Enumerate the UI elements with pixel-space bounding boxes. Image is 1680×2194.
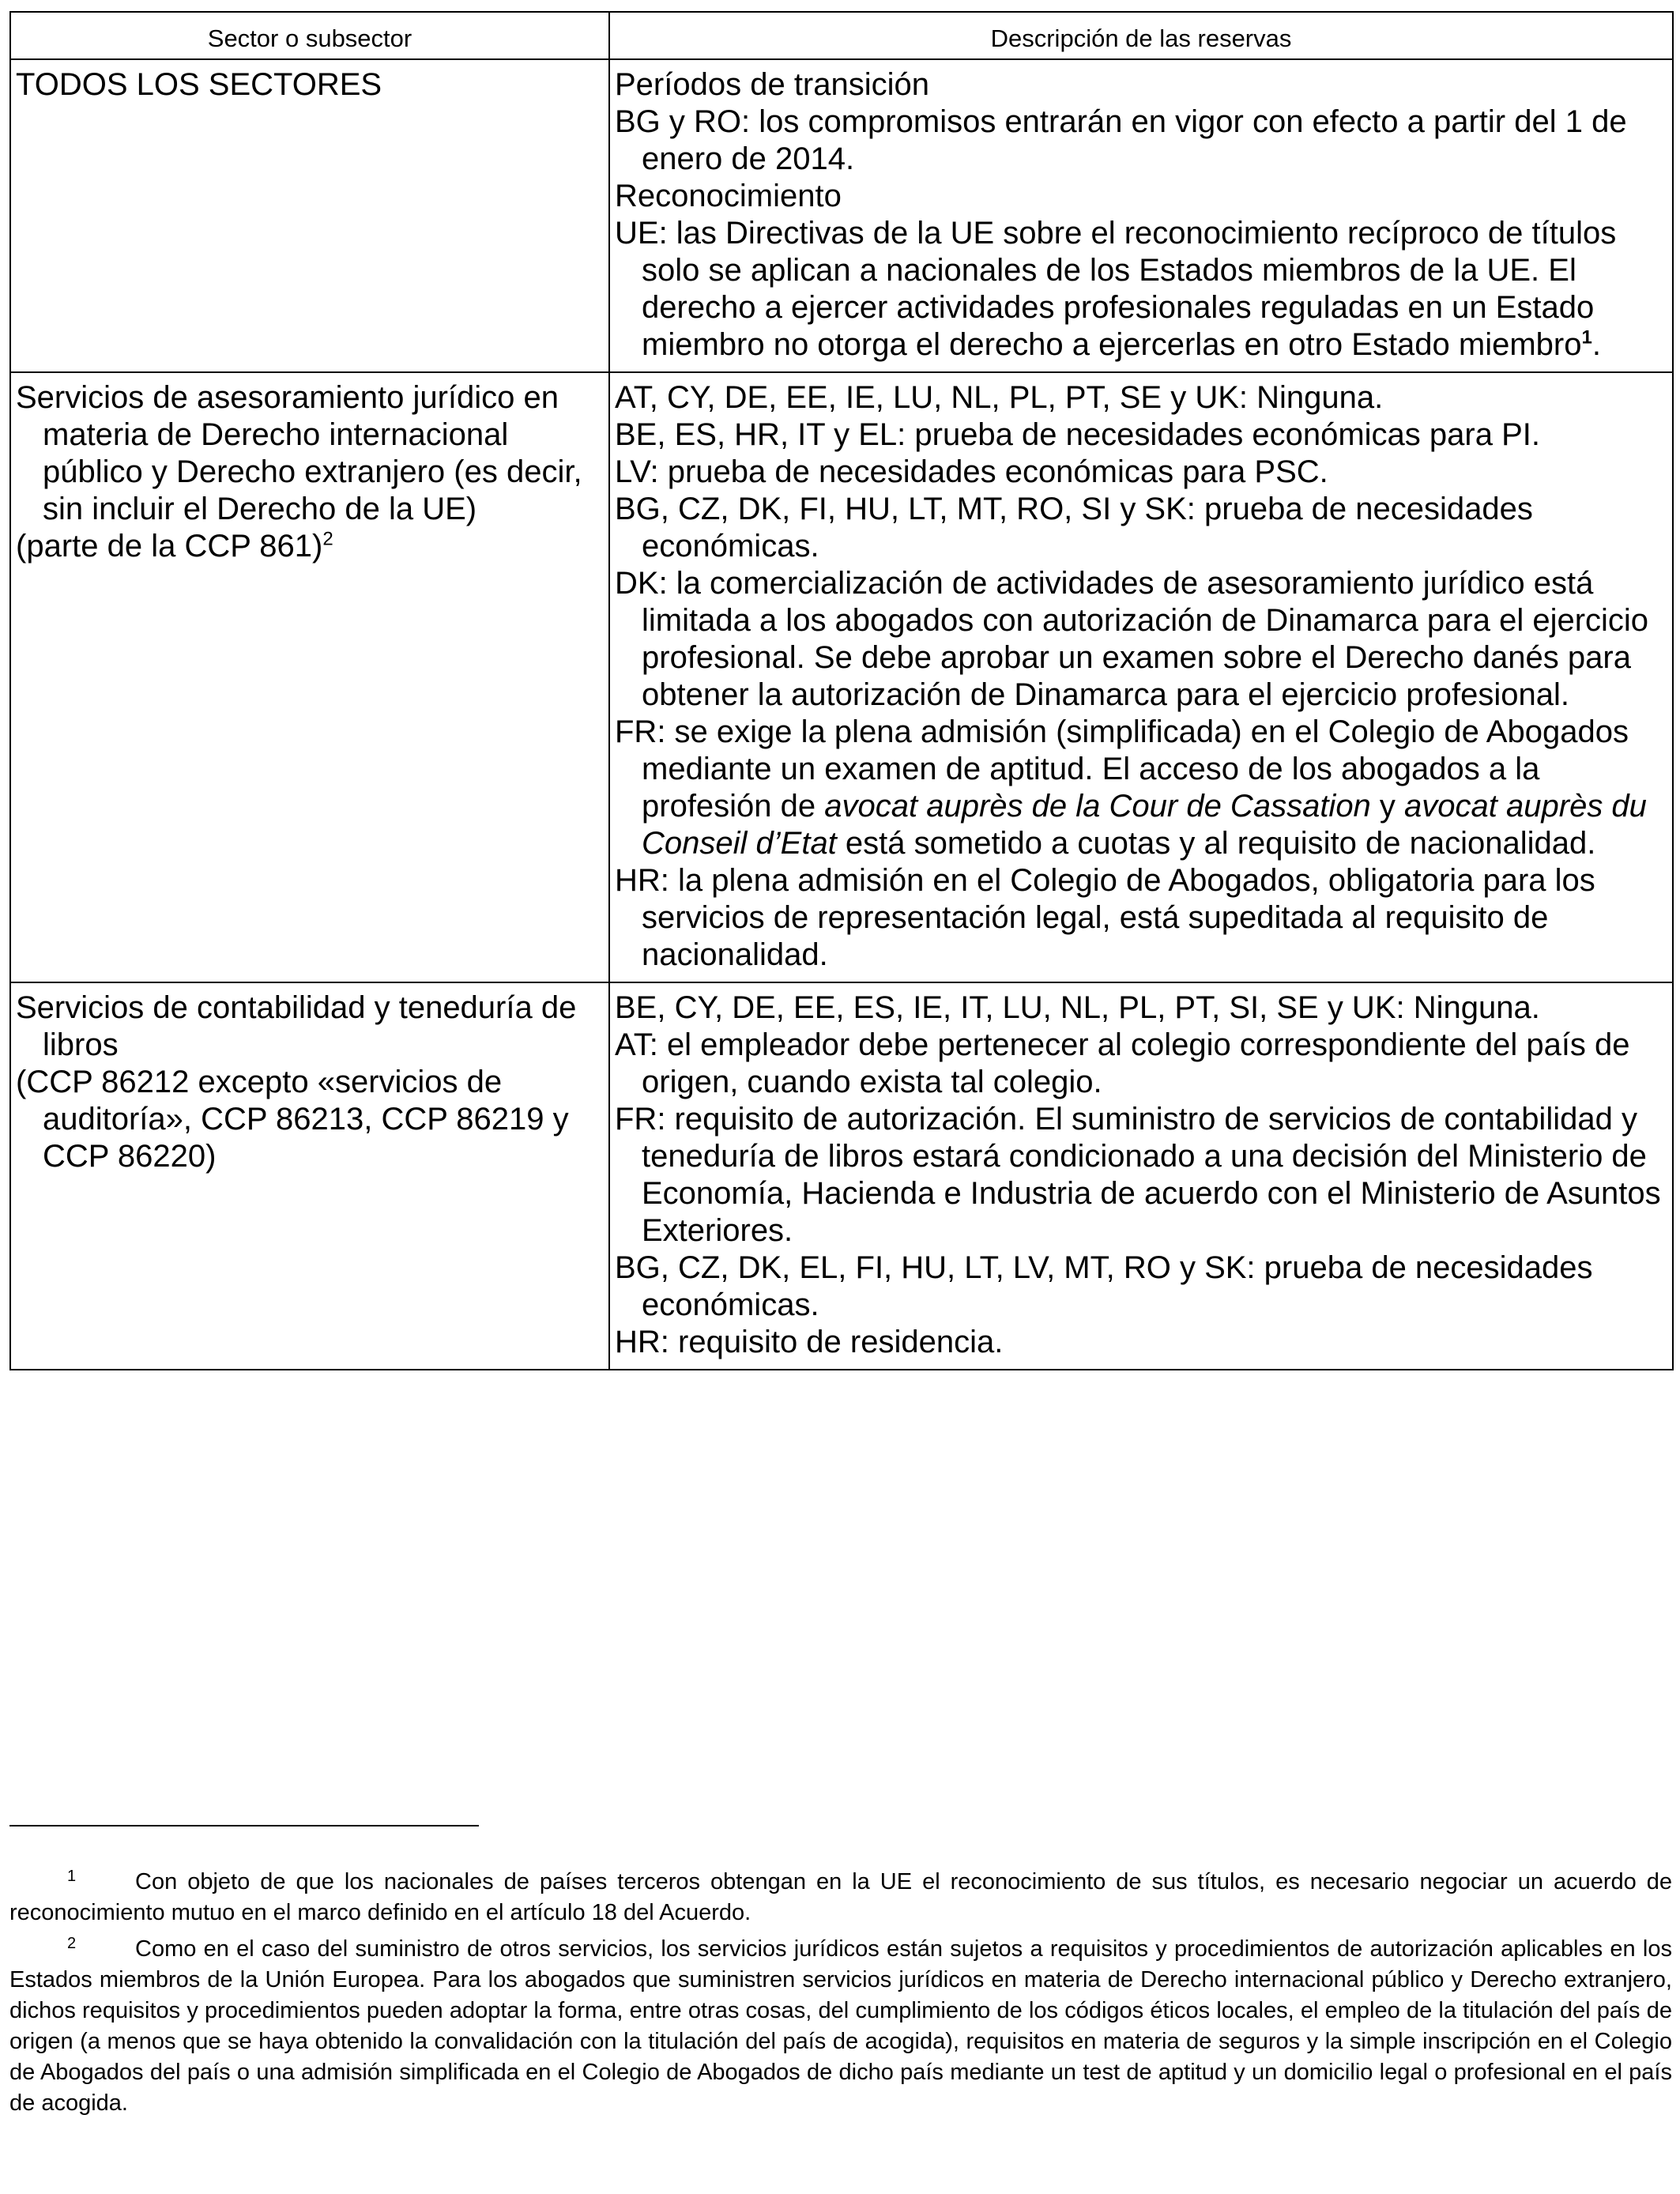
description-line: DK: la comercialización de actividades de asesoramiento jurídico está limitada a los abogados con autorización de Dinamarca para el ejercicio profesional. Se debe aprobar un examen sobre el Derecho danés para obtener la autorización de Dinamarca para el ejercicio profesional. [615, 566, 1649, 712]
italic-term: avocat auprès de la Cour de Cassation [824, 789, 1371, 824]
footnote-text: Con objeto de que los nacionales de países terceros obtengan en la UE el reconocimiento de sus títulos, es necesario negociar un acuerdo de reconocimiento mutuo en el marco definido en el artículo 18 del Acuerdo. [9, 1869, 1672, 1925]
description-cell [609, 372, 1673, 982]
footnote-2 [9, 1928, 1672, 2119]
column-header-description: Descripción de las reservas [609, 12, 1673, 59]
description-line: AT, CY, DE, EE, IE, LU, NL, PL, PT, SE y UK: Ninguna. [615, 380, 1384, 415]
description-cell [609, 59, 1673, 372]
sector-code [16, 528, 604, 565]
footnote-number: 1 [67, 1868, 77, 1885]
table-row [10, 982, 1673, 1370]
footnote-separator [9, 1825, 479, 1826]
description-line: Períodos de transición [615, 67, 930, 102]
description-line [615, 714, 1667, 862]
description-cell [609, 982, 1673, 1370]
description-line: Reconocimiento [615, 179, 842, 213]
description-line: HR: requisito de residencia. [615, 1325, 1004, 1359]
column-header-sector: Sector o subsector [10, 12, 609, 59]
footnote-ref-2[interactable]: 2 [322, 528, 333, 550]
sector-text: TODOS LOS SECTORES [16, 67, 382, 102]
description-line: AT: el empleador debe pertenecer al colegio correspondiente del país de origen, cuando exista tal colegio. [615, 1027, 1630, 1099]
sector-cell [10, 982, 609, 1370]
table-row [10, 59, 1673, 372]
footnote-ref-1[interactable]: 1 [1581, 326, 1592, 349]
description-punct: . [1591, 327, 1601, 362]
italic-term: avocat auprès du Conseil d’Etat [642, 789, 1647, 861]
table-row [10, 372, 1673, 982]
description-line: BG, CZ, DK, FI, HU, LT, MT, RO, SI y SK: prueba de necesidades económicas. [615, 492, 1533, 564]
footnote-text: Como en el caso del suministro de otros servicios, los servicios jurídicos están sujetos a requisitos y procedimientos de autorización aplicables en los Estados miembros de la Unión Europea. Para los abogados que suministren servicios jurídicos en materia de Derecho internacional público y Derecho extranjero, dichos requisitos y procedimientos pueden adoptar la forma, entre otras cosas, del cumplimiento de los códigos éticos locales, el empleo de la titulación del país de origen (a menos que se haya obtenido la convalidación con la titulación del país de acogida), requisitos en materia de seguros y la simple inscripción en el Colegio de Abogados del país o una admisión simplificada en el Colegio de Abogados de dicho país mediante un test de aptitud y un domicilio legal o profesional en el país de acogida. [9, 1936, 1672, 2116]
description-text: está sometido a cuotas y al requisito de nacionalidad. [836, 826, 1596, 861]
sector-code-text: (parte de la CCP 861) [16, 529, 323, 564]
table-header-row [10, 12, 1673, 59]
description-line: BE, ES, HR, IT y EL: prueba de necesidades económicas para PI. [615, 417, 1540, 452]
description-line: HR: la plena admisión en el Colegio de Abogados, obligatoria para los servicios de representación legal, está supeditada al requisito de nacionalidad. [615, 863, 1595, 972]
description-line: FR: requisito de autorización. El suministro de servicios de contabilidad y teneduría de libros estará condicionado a una decisión del Ministerio de Economía, Hacienda e Industria de acuerdo con el Ministerio de Asuntos Exteriores. [615, 1102, 1661, 1248]
description-line [615, 215, 1667, 364]
description-text: FR: se exige la plena admisión (simplificada) en el Colegio de Abogados mediante un examen de aptitud. El acceso de los abogados a la profesión de [615, 714, 1629, 824]
description-line: BG, CZ, DK, EL, FI, HU, LT, LV, MT, RO y SK: prueba de necesidades económicas. [615, 1250, 1593, 1322]
footnote-number: 2 [67, 1935, 77, 1952]
description-line: LV: prueba de necesidades económicas para PSC. [615, 454, 1328, 489]
description-text: UE: las Directivas de la UE sobre el reconocimiento recíproco de títulos solo se aplican a nacionales de los Estados miembros de la UE. El derecho a ejercer actividades profesionales reguladas en un Estado miembro no otorga el derecho a ejercerlas en otro Estado miembro [615, 216, 1617, 362]
footnote-1 [9, 1861, 1672, 1928]
sector-cell [10, 372, 609, 982]
description-line: BG y RO: los compromisos entrarán en vigor con efecto a partir del 1 de enero de 2014. [615, 104, 1627, 176]
sector-code: (CCP 86212 excepto «servicios de auditoría», CCP 86213, CCP 86219 y CCP 86220) [16, 1065, 569, 1174]
sector-cell [10, 59, 609, 372]
sector-text: Servicios de asesoramiento jurídico en materia de Derecho internacional público y Derecho extranjero (es decir, sin incluir el Derecho de la UE) [16, 380, 582, 526]
description-line: BE, CY, DE, EE, ES, IE, IT, LU, NL, PL, PT, SI, SE y UK: Ninguna. [615, 990, 1540, 1025]
reservations-table [9, 11, 1674, 1370]
footnotes [9, 1861, 1672, 2119]
description-text: y [1370, 789, 1405, 824]
sector-text: Servicios de contabilidad y teneduría de libros [16, 990, 577, 1062]
